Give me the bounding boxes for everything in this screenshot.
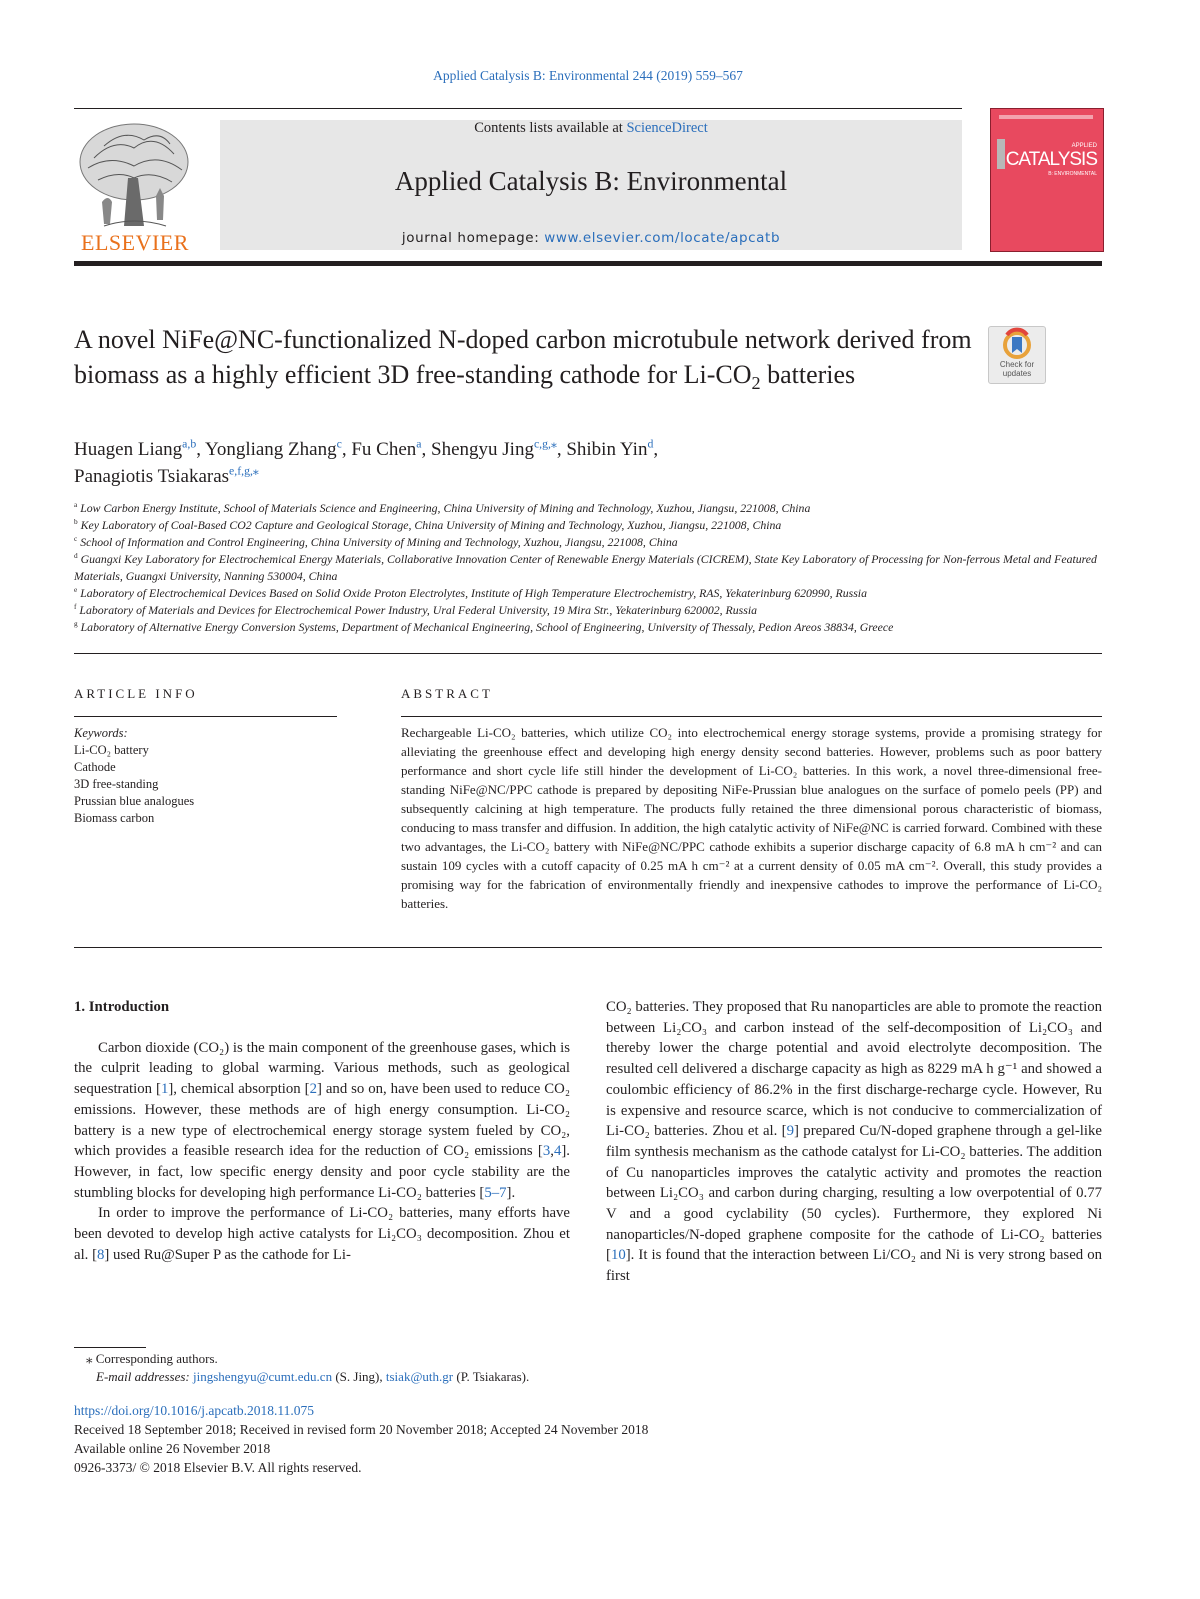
citation-link[interactable]: 5–7: [484, 1184, 507, 1201]
affiliation: $^g$ Laboratory of Alternative Energy Conversion Systems, Department of Mechanical Engineering, School of Engineering, University of Thessaly, Pedion Areos 38834, Greece: [74, 619, 894, 634]
paragraph: Carbon dioxide (CO₂) is the main component of the greenhouse gases, which is the culprit leading to global warming. Various methods, such as geological sequestration [1], chemical absorption [2] and so on, have been used to reduce CO₂ emissions. However, these methods are of high energy consumption. Li-CO₂ battery is a new type of electrochemical energy storage system fueled by CO₂, which provides a feasible research idea for the reduction of CO₂ emissions [3,4]. However, in fact, low specific energy density and poor cycle stability are the stumbling blocks for developing high performance Li-CO₂ batteries [5–7].: [74, 1039, 570, 1201]
footnote-rule: [74, 1347, 146, 1348]
abstract-heading: ABSTRACT: [401, 686, 493, 701]
author[interactable]: Shibin Yin$^d$,: [566, 437, 659, 460]
bookmark-icon: [989, 327, 1045, 363]
publisher-wordmark: ELSEVIER: [81, 230, 189, 255]
paragraph: In order to improve the performance of Li-CO₂ batteries, many efforts have been devoted to develop high active catalysts for Li₂CO₃ decomposition. Zhou et al. [8] used Ru@Super P as the cathode for Li-: [74, 1205, 570, 1263]
email-line: E-mail addresses: jingshengyu@cumt.edu.cn (S. Jing), tsiak@uth.gr (P. Tsiakaras).: [96, 1369, 530, 1384]
available-online: Available online 26 November 2018: [74, 1441, 271, 1456]
abstract-rule: [401, 716, 1102, 717]
keyword: 3D free-standing: [74, 777, 159, 791]
author[interactable]: Yongliang Zhang$^c$,: [205, 437, 352, 460]
copyright: 0926-3373/ © 2018 Elsevier B.V. All rights reserved.: [74, 1460, 362, 1475]
cover-subtitle: B: ENVIRONMENTAL: [1048, 171, 1097, 177]
homepage-link[interactable]: www.elsevier.com/locate/apcatb: [544, 230, 781, 246]
author[interactable]: Fu Chen$^a$,: [351, 437, 432, 460]
journal-cover[interactable]: [990, 108, 1104, 252]
contents-line: Contents lists available at ScienceDirect: [474, 120, 708, 136]
keywords-label: Keywords:: [74, 726, 128, 740]
header-rule: [74, 108, 962, 109]
keywords: [74, 725, 337, 827]
keyword: Li-CO₂ battery: [74, 743, 149, 757]
email-link[interactable]: jingshengyu@cumt.edu.cn: [193, 1369, 333, 1384]
cover-title: CATALYSIS: [1005, 149, 1097, 170]
corresponding-note: ⁎ Corresponding authors.: [86, 1351, 218, 1366]
cover-top-text: APPLIED: [1071, 143, 1097, 149]
affiliation: $^f$ Laboratory of Materials and Devices for Electrochemical Power Industry, Ural Federal University, 19 Mira Str., Yekaterinburg 620002, Russia: [74, 602, 757, 617]
article-title: A novel NiFe@NC-functionalized N-doped carbon microtubule network derived from biomass as a highly efficient 3D free-standing cathode for $Li-CO_2$ batteries: [74, 325, 972, 394]
author-list: [74, 436, 974, 490]
footnotes: [74, 1350, 1102, 1386]
article-footer: [74, 1401, 1102, 1477]
section-rule: [74, 947, 1102, 948]
check-updates-line2: updates: [1002, 369, 1032, 378]
citation-link[interactable]: 9: [786, 1123, 795, 1140]
affiliations: [74, 500, 1104, 636]
body-column-left: [74, 997, 570, 1265]
journal-masthead: [220, 120, 962, 250]
affiliation: $^b$ Key Laboratory of Coal-Based CO2 Capture and Geological Storage, China University of Mining and Technology, Xuzhou, Jiangsu, 221008, China: [74, 517, 782, 532]
author[interactable]: Shengyu Jing$^{c,g,⁎}$,: [431, 437, 567, 460]
sciencedirect-link[interactable]: ScienceDirect: [626, 120, 708, 136]
affiliation: $^e$ Laboratory of Electrochemical Devices Based on Solid Oxide Proton Electrolytes, Institute of High Temperature Electrochemistry, RAS, Yekaterinburg 620990, Russia: [74, 585, 867, 600]
article-info-rule: [74, 716, 337, 717]
section-rule: [74, 653, 1102, 654]
check-updates-line1: Check for: [999, 360, 1035, 369]
email-link[interactable]: tsiak@uth.gr: [385, 1369, 454, 1384]
affiliation: $^d$ Guangxi Key Laboratory for Electrochemical Energy Materials, Collaborative Innovation Center of Renewable Energy Materials (CICREM), State Key Laboratory of Processing for Non-ferrous Metal and Featured Materials, Guangxi University, Nanning 530004, China: [74, 551, 1097, 583]
abstract-text: Rechargeable Li-CO₂ batteries, which utilize CO₂ into electrochemical energy storage systems, provide a promising strategy for alleviating the greenhouse effect and developing high energy density second batteries. However, problems such as poor battery performance and short cycle life still hinder the development of Li-CO₂ batteries. In this work, a novel three-dimensional free-standing NiFe@NC/PPC cathode is prepared by depositing NiFe-Prussian blue analogues on the surface of pomelo peels (PP) and subsequently calcining at high temperature. The products fully retained the three dimensional porous characteristic of biomass, conducing to mass transfer and diffusion. In addition, the high catalytic activity of NiFe@NC is carried forward. Combined with these two advantages, the Li-CO₂ battery with NiFe@NC/PPC cathode exhibits a superior discharge capacity of 6.8 mA h cm⁻² and can sustain 109 cycles with a cutoff capacity of 0.25 mA h cm⁻² at a current density of 0.05 mA cm⁻². Overall, this study provides a promising way for the fabrication of environmentally friendly and inexpensive cathodes to improve the performance of Li-CO₂ batteries.: [401, 725, 1102, 911]
paragraph: CO₂ batteries. They proposed that Ru nanoparticles are able to promote the reaction between Li₂CO₃ and carbon instead of the self-decomposition of Li₂CO₃ and thereby lower the charge potential and avoid electrolyte decomposition. The resulted cell delivered a discharge capacity as high as 8229 mA h g⁻¹ and showed a coulombic efficiency of 86.2% in the first discharge-recharge cycle. However, Ru is expensive and resource scarce, which is not conducive to commercialization of Li-CO₂ batteries. Zhou et al. [9] prepared Cu/N-doped graphene through a gel-like film synthesis mechanism as the cathode catalyst for Li-CO₂ batteries. The addition of Cu nanoparticles improves the catalytic activity and promotes the reaction between Li₂CO₃ and carbon during charging, resulting a low overpotential of 0.77 V and a good cyclability (50 cycles). Furthermore, they explored Ni nanoparticles/N-doped graphene composite for the cathode of Li-CO₂ batteries [10]. It is found that the interaction between Li/CO₂ and Ni is very strong based on first: [606, 999, 1102, 1285]
citation-link[interactable]: 2: [309, 1081, 317, 1098]
journal-homepage: journal homepage: www.elsevier.com/locate/apcatb: [401, 230, 781, 246]
keyword: Cathode: [74, 760, 116, 774]
elsevier-logo: [74, 118, 196, 255]
citation-link[interactable]: 4: [553, 1143, 562, 1160]
cover-graphic: [997, 139, 1005, 169]
article-info-heading: ARTICLE INFO: [74, 686, 198, 701]
cover-band: [999, 115, 1093, 119]
check-for-updates-button[interactable]: [988, 326, 1046, 384]
affiliation: $^a$ Low Carbon Energy Institute, School of Materials Science and Engineering, China University of Mining and Technology, Xuzhou, Jiangsu, 221008, China: [74, 500, 811, 515]
section-heading: 1. Introduction: [74, 999, 170, 1015]
citation-link[interactable]: 10: [610, 1247, 626, 1264]
affiliation: $^c$ School of Information and Control Engineering, China University of Mining and Technology, Xuzhou, Jiangsu, 221008, China: [74, 534, 678, 549]
citation-link[interactable]: 3: [542, 1143, 551, 1160]
author[interactable]: Panagiotis Tsiakaras$^{e,f,g,⁎}$: [74, 464, 259, 487]
body-column-right: [606, 997, 1102, 1287]
keyword: Biomass carbon: [74, 811, 155, 825]
citation-link[interactable]: 8: [97, 1246, 105, 1263]
author[interactable]: Huagen Liang$^{a,b}$,: [74, 437, 205, 460]
running-header[interactable]: Applied Catalysis B: Environmental 244 (2019) 559–567: [433, 68, 743, 83]
doi-link[interactable]: https://doi.org/10.1016/j.apcatb.2018.11.075: [74, 1403, 314, 1418]
received-dates: Received 18 September 2018; Received in revised form 20 November 2018; Accepted 24 November 2018: [74, 1422, 649, 1437]
masthead-rule: [74, 261, 1102, 266]
journal-title: Applied Catalysis B: Environmental: [394, 166, 788, 196]
citation-link[interactable]: 1: [160, 1081, 169, 1098]
keyword: Prussian blue analogues: [74, 794, 195, 808]
